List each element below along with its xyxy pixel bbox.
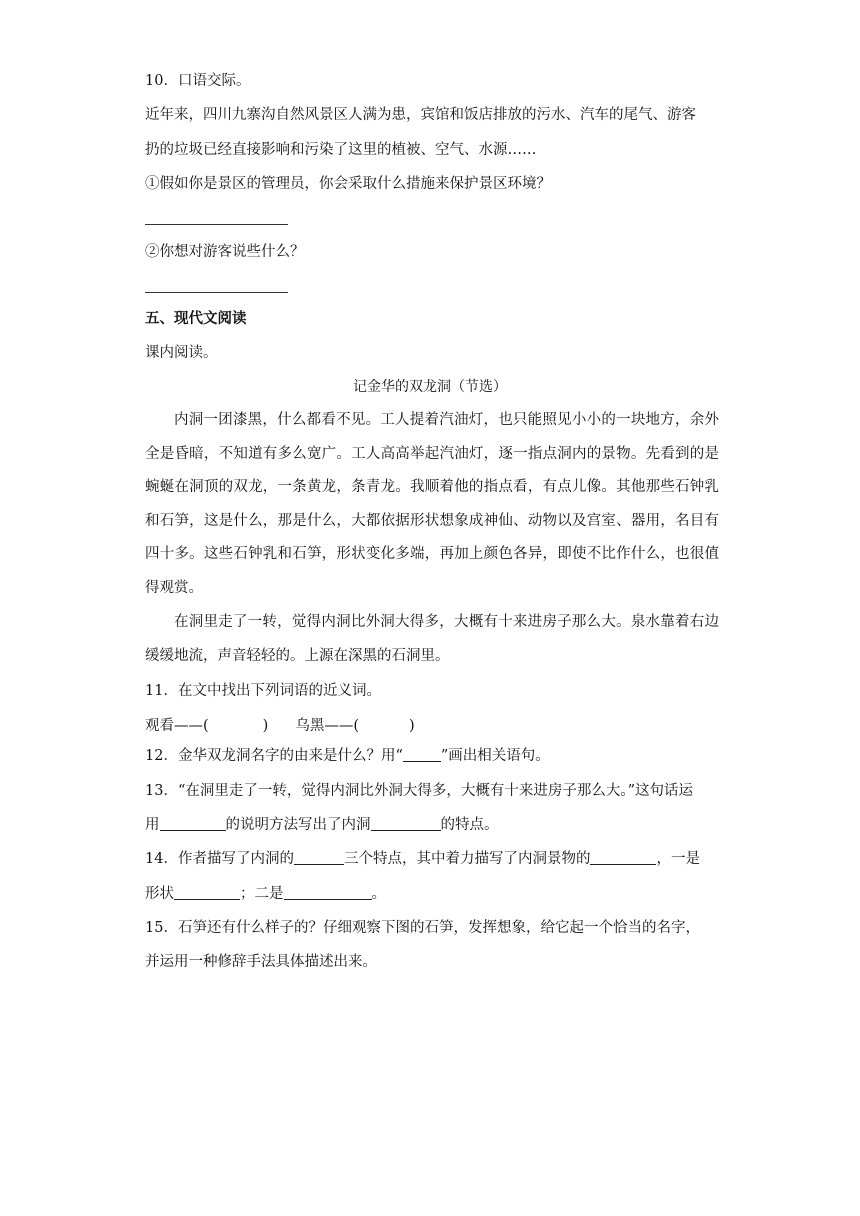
- q13-line2: [145, 815, 499, 835]
- q14-part-b: 三个特点，其中着力描写了内洞景物的: [343, 851, 591, 867]
- q15-line1: 15．石笋还有什么样子的？仔细观察下图的石笋，发挥想象，给它起一个恰当的名字，: [145, 920, 700, 936]
- passage-paragraph-1: 内洞一团漆黑，什么都看不见。工人提着汽油灯，也只能照见小小的一块地方，余外全是昏暗，不知道有多么宽广。工人高高举起汽油灯，逐一指点洞内的景物。先看到的是蜿蜒在洞顶的双龙，一条黄龙，条青龙。我顺着他的指点看，有点儿像。其他那些石钟乳和石笋，这是什么，那是什么，大都依据形状想象成神仙、动物以及宫室、器用，名目有四十多。这些石钟乳和石笋，形状变化多端，再加上颜色各异，即使不比作什么，也很值得观赏。: [145, 412, 719, 596]
- passage-title: 记金华的双龙洞（节选）: [353, 379, 507, 395]
- q11-title: 11．在文中找出下列词语的近义词。: [145, 683, 381, 699]
- q10-context-line1: 近年来，四川九寨沟自然风景区人满为患，宾馆和饭店排放的污水、汽车的尾气、游客: [145, 107, 696, 123]
- q10-answer-line-2[interactable]: [145, 292, 288, 293]
- q13-pre: 用: [145, 817, 160, 833]
- section-heading: 五、现代文阅读: [145, 310, 247, 327]
- q12-pre: 12．金华双龙洞名字的由来是什么？用“: [145, 748, 403, 764]
- q12-post: ”画出相关语句。: [440, 748, 550, 764]
- q13-post: 的特点。: [440, 817, 499, 833]
- q12-underline-sample: [403, 747, 441, 762]
- q14-part-a: 14．作者描写了内洞的: [145, 851, 294, 867]
- q13-mid: 的说明方法写出了内洞: [225, 817, 371, 833]
- passage-paragraph-2: 在洞里走了一转，觉得内洞比外洞大得多，大概有十来进房子那么大。泉水靠着右边缓缓地流，声音轻轻的。上源在深黑的石洞里。: [145, 614, 719, 664]
- q13-line1: 13．“在洞里走了一转，觉得内洞比外洞大得多，大概有十来进房子那么大。”这句话运: [145, 783, 694, 799]
- q11-answer-row: [145, 716, 415, 736]
- q11-close-1: ): [262, 718, 269, 734]
- q14-blank-2[interactable]: [590, 850, 656, 865]
- q14-blank-3[interactable]: [174, 885, 240, 900]
- q14-line1: [145, 849, 700, 869]
- q10-sub-question-1: ①假如你是景区的管理员，你会采取什么措施来保护景区环境？: [145, 176, 551, 192]
- q14-blank-1[interactable]: [294, 850, 344, 865]
- q13-blank-1[interactable]: [160, 816, 226, 831]
- q11-close-2: ): [409, 718, 415, 734]
- q13-blank-2[interactable]: [371, 816, 441, 831]
- q10-context-line2: 扔的垃圾已经直接影响和污染了这里的植被、空气、水源……: [145, 142, 537, 158]
- q12-question: [145, 746, 550, 766]
- q14-part-d: 形状: [145, 886, 174, 902]
- q14-part-c: ，一是: [656, 851, 700, 867]
- q14-blank-4[interactable]: [284, 885, 372, 900]
- q11-word-2: 乌黑——(: [295, 718, 360, 734]
- q14-part-e: ；二是: [240, 886, 284, 902]
- q14-part-f: 。: [371, 886, 386, 902]
- q15-line2: 并运用一种修辞手法具体描述出来。: [145, 954, 377, 970]
- section-intro: 课内阅读。: [145, 345, 218, 361]
- q10-title: 10．口语交际。: [145, 73, 251, 89]
- q10-sub-question-2: ②你想对游客说些什么？: [145, 244, 305, 260]
- q10-answer-line-1[interactable]: [145, 224, 288, 225]
- q11-word-1: 观看——(: [145, 718, 209, 734]
- q14-line2: [145, 884, 386, 904]
